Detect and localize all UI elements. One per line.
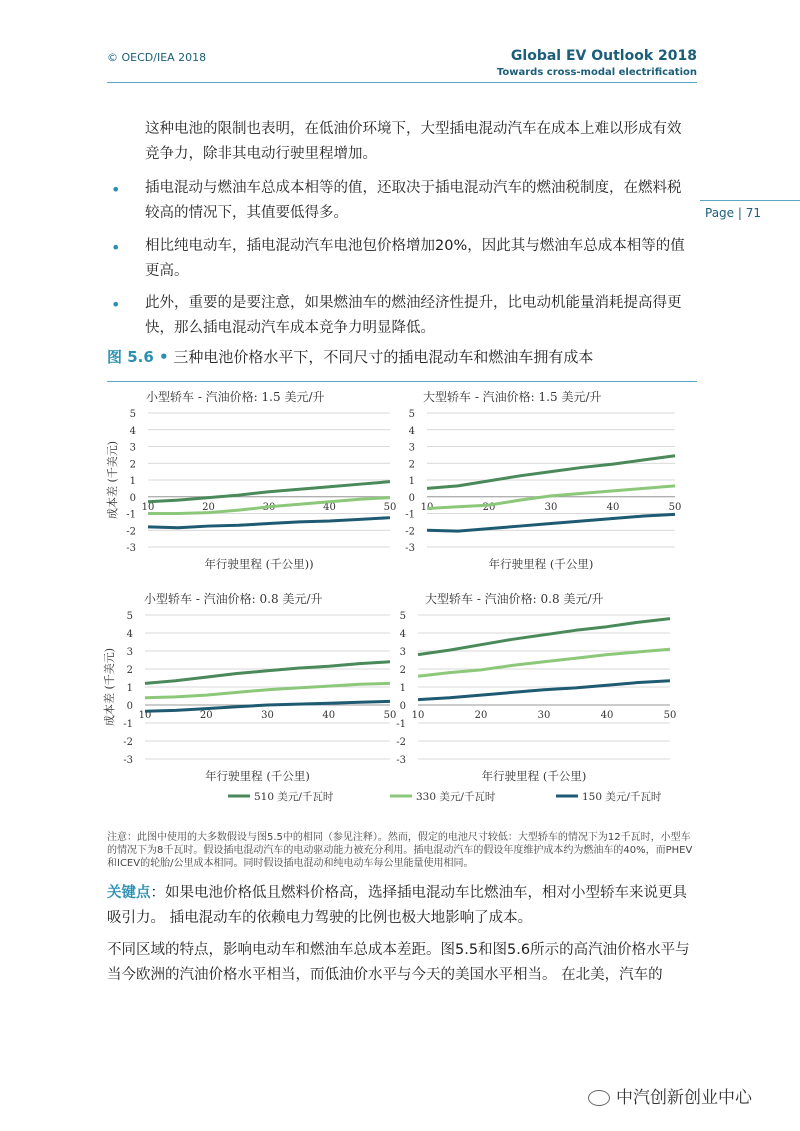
y-tick-label: -1 — [126, 509, 136, 521]
x-tick-label: 40 — [606, 501, 620, 513]
series-line — [145, 683, 390, 697]
series-line — [418, 649, 670, 676]
x-tick-label: 10 — [141, 501, 155, 513]
x-axis-label: 年行驶里程 (千公里) — [488, 557, 594, 571]
y-tick-label: -1 — [405, 509, 415, 521]
x-tick-label: 30 — [544, 501, 558, 513]
figure-divider — [107, 381, 697, 382]
y-tick-label: 1 — [399, 683, 406, 694]
x-tick-label: 30 — [262, 501, 276, 513]
bullet-item-3: 此外，重要的是要注意，如果燃油车的燃油经济性提升，比电动机能量消耗提高得更快，那么插电混动汽车成本竞争力明显降低。 — [145, 295, 682, 336]
y-tick-label: 3 — [129, 442, 136, 454]
x-axis-label: 年行驶里程 (千公里) — [481, 769, 587, 783]
y-tick-label: 4 — [129, 425, 136, 437]
x-tick-label: 20 — [474, 710, 488, 721]
page-divider — [700, 200, 800, 201]
chart-title: 小型轿车 - 汽油价格: 1.5 美元/升 — [146, 390, 325, 404]
y-tick-label: -3 — [126, 543, 136, 554]
y-tick-label: -1 — [123, 719, 133, 730]
y-axis-label: 成本差 (千美元) — [103, 647, 116, 727]
x-tick-label: 20 — [482, 501, 496, 513]
x-tick-label: 40 — [322, 710, 336, 721]
x-tick-label: 20 — [199, 710, 213, 721]
y-tick-label: 0 — [126, 701, 133, 712]
x-tick-label: 50 — [668, 501, 682, 513]
y-tick-label: -3 — [396, 755, 406, 766]
paragraph-2: 不同区域的特点，影响电动车和燃油车总成本差距。图5.5和图5.6所示的高汽油价格水平与当今欧洲的汽油价格水平相当，而低油价水平与今天的美国水平相当。 在北美，汽车的 — [107, 942, 690, 983]
y-tick-label: 2 — [126, 665, 133, 676]
x-tick-label: 50 — [383, 501, 397, 513]
y-tick-label: 0 — [408, 492, 415, 504]
series-line — [418, 681, 670, 700]
legend-label: 510 美元/千瓦时 — [254, 791, 334, 803]
x-tick-label: 50 — [383, 710, 397, 721]
y-tick-label: -2 — [123, 737, 133, 748]
series-line — [418, 619, 670, 655]
y-tick-label: -2 — [126, 526, 136, 538]
y-tick-label: 5 — [129, 409, 136, 420]
bullet-icon: • — [111, 238, 121, 257]
series-line — [145, 662, 390, 684]
y-tick-label: 4 — [399, 629, 406, 640]
page-number: Page | 71 — [705, 206, 761, 220]
paragraph-1: 这种电池的限制也表明，在低油价环境下，大型插电混动汽车在成本上难以形成有效竞争力，除非其电动行驶里程增加。 — [145, 121, 682, 162]
bullet-icon: • — [111, 295, 121, 314]
y-tick-label: -2 — [405, 526, 415, 538]
y-tick-label: 4 — [126, 629, 133, 640]
report-subtitle: Towards cross-modal electrification — [496, 67, 697, 78]
x-tick-label: 10 — [138, 710, 152, 721]
y-tick-label: 2 — [399, 665, 406, 676]
x-tick-label: 10 — [420, 501, 434, 513]
x-tick-label: 20 — [202, 501, 215, 513]
y-tick-label: 1 — [408, 476, 415, 487]
y-tick-label: 0 — [399, 701, 406, 712]
header-divider — [107, 82, 697, 83]
x-tick-label: 30 — [537, 710, 551, 721]
y-tick-label: 5 — [399, 611, 406, 622]
key-point-text: ：如果电池价格低且燃料价格高，选择插电混动车比燃油车，相对小型轿车来说更具吸引力。 插电混动车的依赖电力驾驶的比例也极大地影响了成本。 — [107, 885, 687, 926]
figure-note: 注意：此图中使用的大多数假设与图5.5中的相同（参见注释）。然而，假定的电池尺寸较低：大型轿车的情况下为12千瓦时，小型车的情况下为8千瓦时。假设插电混动汽车的电动驱动能力被充分利用。插电混动汽车的假设年度维护成本约为燃油车的40%，而PHEV和ICEV的轮胎/公里成本相同。同时假设插电混动和纯电动车每公里能量使用相同。 — [107, 832, 693, 869]
y-tick-label: 1 — [129, 476, 136, 487]
wechat-icon — [588, 1090, 610, 1106]
y-tick-label: 2 — [129, 459, 136, 471]
key-point — [107, 881, 695, 931]
chart-panel — [105, 389, 396, 571]
header-copyright: © OECD/IEA 2018 — [107, 51, 207, 64]
chart-panel — [396, 591, 676, 783]
chart-title: 大型轿车 - 汽油价格: 0.8 美元/升 — [425, 592, 604, 606]
chart-panel — [102, 591, 396, 783]
y-tick-label: -2 — [396, 737, 406, 748]
figure-charts — [100, 385, 700, 815]
figure-title — [107, 346, 593, 367]
bullet-item-1: 插电混动与燃油车总成本相等的值，还取决于插电混动汽车的燃油税制度，在燃料税较高的情况下，其值要低得多。 — [145, 180, 682, 221]
y-tick-label: 5 — [408, 409, 415, 420]
watermark — [588, 1083, 752, 1108]
chart-title: 大型轿车 - 汽油价格: 1.5 美元/升 — [423, 390, 602, 404]
chart-title: 小型轿车 - 汽油价格: 0.8 美元/升 — [144, 592, 323, 606]
legend-label: 150 美元/千瓦时 — [582, 791, 662, 803]
y-tick-label: 3 — [399, 647, 406, 658]
figure-caption: 三种电池价格水平下，不同尺寸的插电混动车和燃油车拥有成本 — [173, 348, 594, 366]
y-tick-label: -3 — [123, 755, 133, 766]
y-tick-label: 1 — [126, 683, 133, 694]
x-axis-label: 年行驶里程 (千公里)) — [204, 557, 314, 571]
x-tick-label: 50 — [663, 710, 677, 721]
x-axis-label: 年行驶里程 (千公里) — [205, 769, 310, 783]
key-point-label: 关键点 — [107, 885, 151, 901]
x-tick-label: 10 — [411, 710, 425, 721]
report-title: Global EV Outlook 2018 — [510, 48, 697, 64]
figure-number: 图 5.6 • — [107, 348, 169, 366]
y-tick-label: 3 — [126, 647, 133, 658]
y-tick-label: -3 — [405, 543, 415, 554]
y-tick-label: 2 — [408, 459, 415, 471]
series-line — [427, 456, 675, 489]
y-tick-label: 0 — [129, 492, 136, 504]
x-tick-label: 40 — [600, 710, 614, 721]
y-tick-label: 4 — [408, 425, 415, 437]
bullet-item-2: 相比纯电动车，插电混动汽车电池包价格增加20%，因此其与燃油车总成本相等的值更高。 — [145, 238, 685, 279]
chart-panel — [405, 389, 681, 571]
bullet-icon: • — [111, 180, 121, 199]
y-tick-label: -1 — [396, 719, 406, 730]
y-axis-label: 成本差 (千美元) — [106, 440, 119, 520]
x-tick-label: 30 — [261, 710, 274, 721]
legend-label: 330 美元/千瓦时 — [416, 791, 496, 803]
y-tick-label: 3 — [408, 442, 415, 454]
y-tick-label: 5 — [126, 611, 133, 622]
series-line — [427, 514, 675, 531]
x-tick-label: 40 — [323, 501, 336, 513]
series-line — [148, 518, 390, 528]
watermark-text: 中汽创新创业中心 — [616, 1088, 752, 1108]
